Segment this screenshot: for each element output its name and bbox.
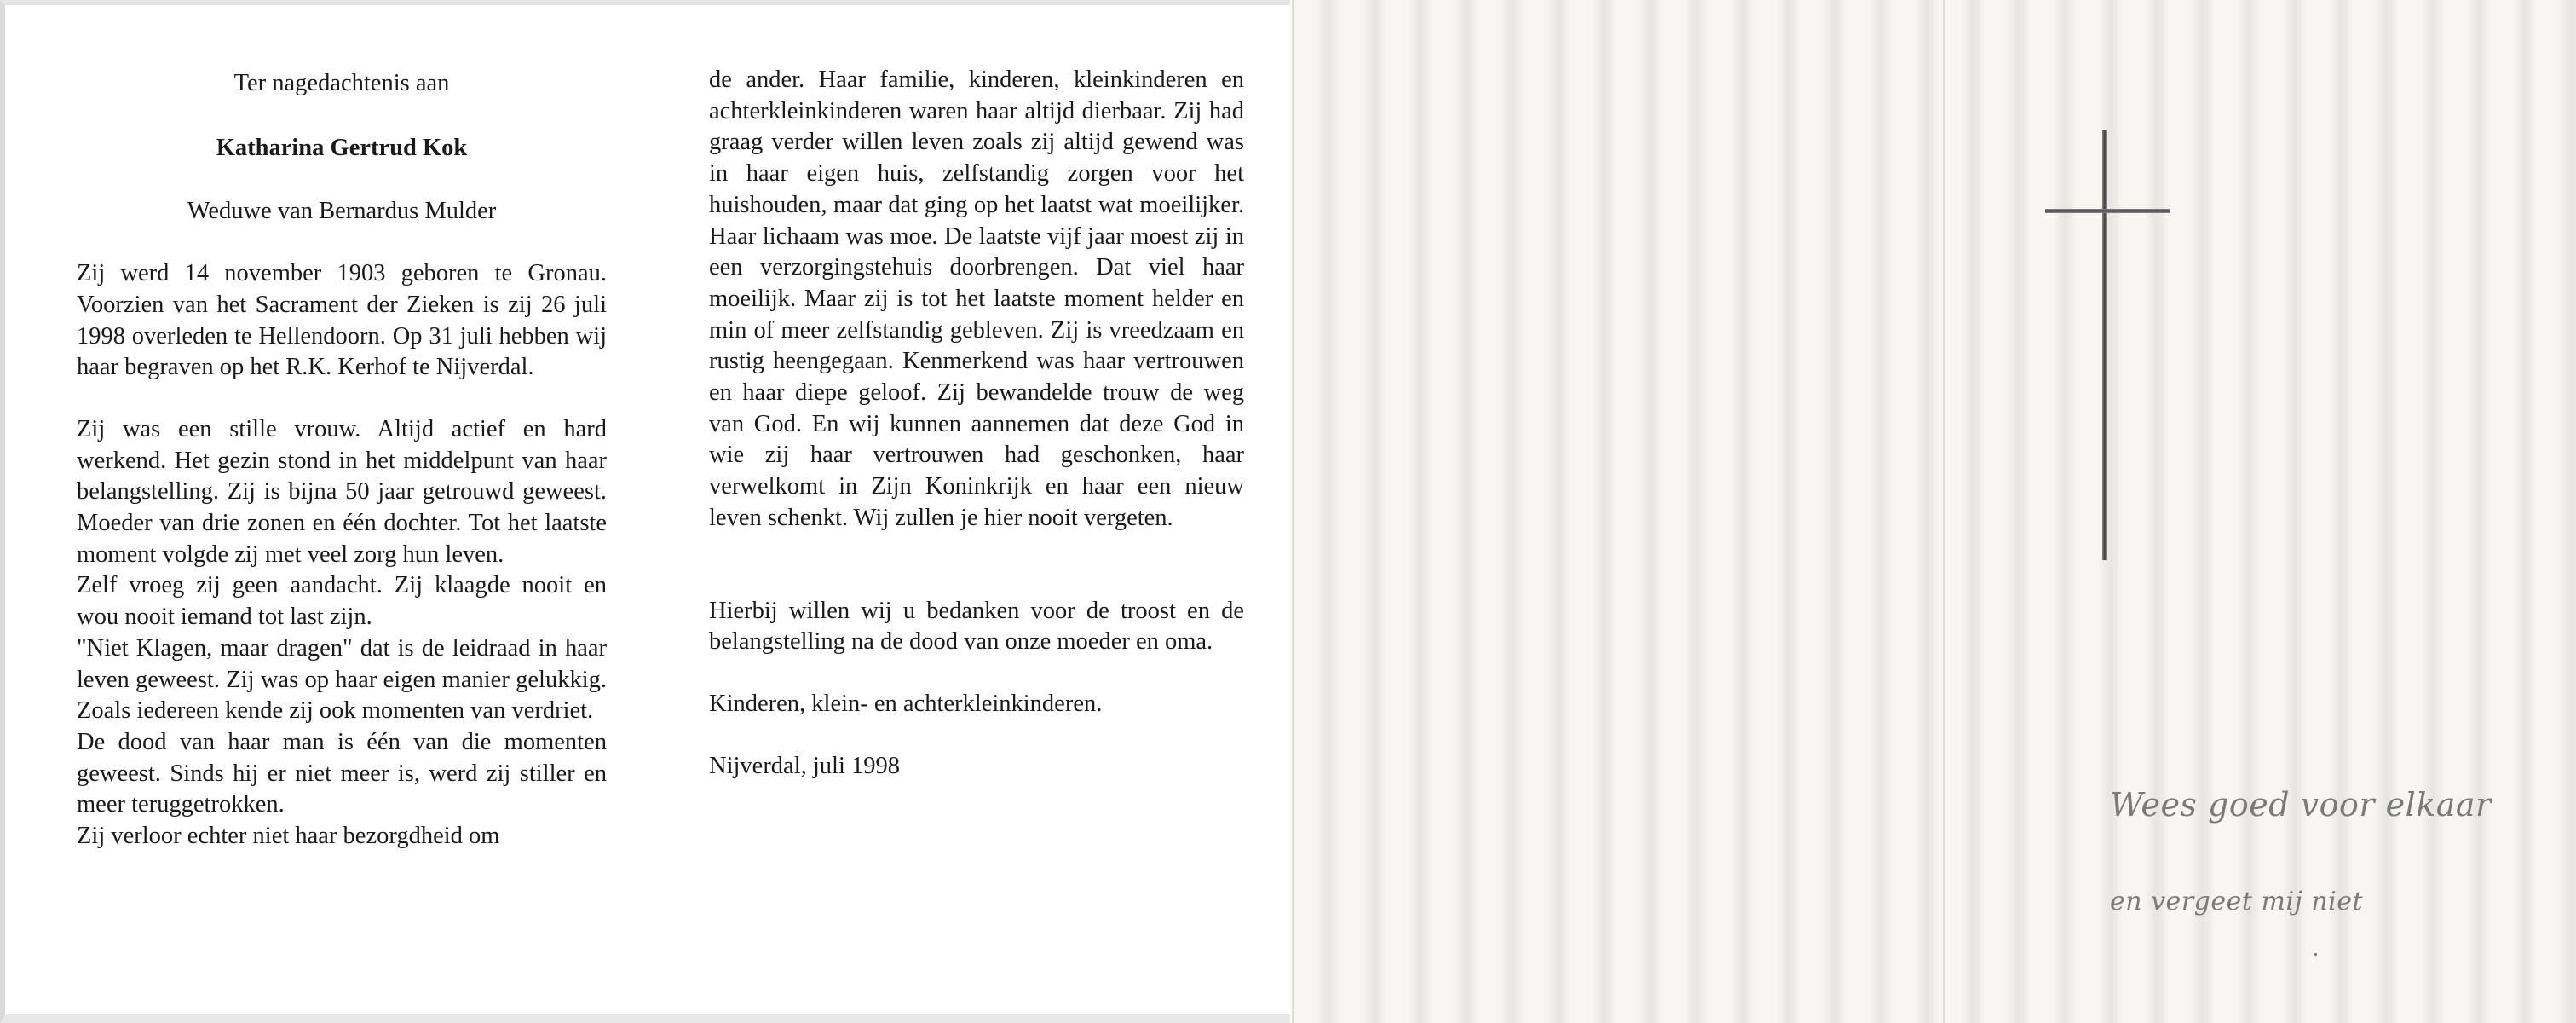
cover-fold-line — [1943, 0, 1945, 1023]
cross-horizontal-bar — [2045, 209, 2170, 213]
paragraph-continued: de ander. Haar familie, kinderen, kleinkinderen en achterkleinkinderen waren haar altijd dierbaar. Zij had graag verder willen leven zoals zij altijd gewend was in haar eigen huis, zelfstandig zorgen voor het huishouden, maar dat ging op het laatst wat moeilijker. Haar lichaam was moe. De laatste vijf jaar moest zij in een verzorgingstehuis doorbrengen. Dat viel haar moeilijk. Maar zij is tot het laatste moment helder en min of meer zelfstandig gebleven. Zij is vreedzaam en rustig heengegaan. Kenmerkend was haar vertrouwen en haar diepe geloof. Zij bewandelde trouw de weg van God. En wij kunnen aannemen dat deze God in wie zij haar vertrouwen had geschonken, haar verwelkomt in Zijn Koninkrijk en haar een nieuw leven schenkt. Wij zullen je hier nooit vergeten. — [709, 66, 1244, 531]
paragraph-thanks: Hierbij willen wij u bedanken voor de troost en de belangstelling na de dood van onze moeder en oma. — [709, 597, 1244, 656]
widow-of-line: Weduwe van Bernardus Mulder — [187, 198, 497, 225]
cross-vertical-bar — [2102, 130, 2107, 560]
paragraph-care-start: Zij verloor echter niet haar bezorgdheid om — [77, 823, 500, 850]
text-column-right — [709, 65, 1244, 782]
paragraph-birth-death: Zij werd 14 november 1903 geboren te Gronau. Voorzien van het Sacrament der Zieken is zij 26 juli 1998 overleden te Hellendoorn. Op 31 juli hebben wij haar begraven op het R.K. Kerhof te Nijverdal. — [77, 260, 607, 381]
family-signature: Kinderen, klein- en achterkleinkinderen. — [709, 690, 1103, 717]
paragraph-motto: "Niet Klagen, maar dragen" dat is de leidraad in haar leven geweest. Zij was op haar eigen manier gelukkig. Zoals iedereen kende zij ook momenten van verdriet. — [77, 634, 607, 725]
script-line-wees-goed: Wees goed voor elkaar — [2110, 786, 2492, 824]
deceased-name: Katharina Gertrud Kok — [216, 134, 468, 161]
ink-speck — [2314, 953, 2317, 956]
cross-icon — [2045, 130, 2170, 560]
script-line-vergeet: en vergeet mij niet — [2110, 887, 2364, 916]
paragraph-husband: De dood van haar man is één van die momenten geweest. Sinds hij er niet meer is, werd zij stiller en meer teruggetrokken. — [77, 728, 607, 818]
outer-cover-spread — [1292, 0, 2576, 1023]
place-date: Nijverdal, juli 1998 — [709, 752, 901, 779]
paragraph-attention: Zelf vroeg zij geen aandacht. Zij klaagde nooit en wou nooit iemand tot last zijn. — [77, 572, 607, 631]
heading-intro: Ter nagedachtenis aan — [233, 70, 450, 96]
paragraph-life: Zij was een stille vrouw. Altijd actief en hard werkend. Het gezin stond in het middelpunt van haar belangstelling. Zij is bijna 50 jaar getrouwd geweest. Moeder van drie zonen en één dochter. Tot het laatste moment volgde zij met veel zorg hun leven. — [77, 415, 607, 568]
text-column-left — [77, 65, 607, 852]
